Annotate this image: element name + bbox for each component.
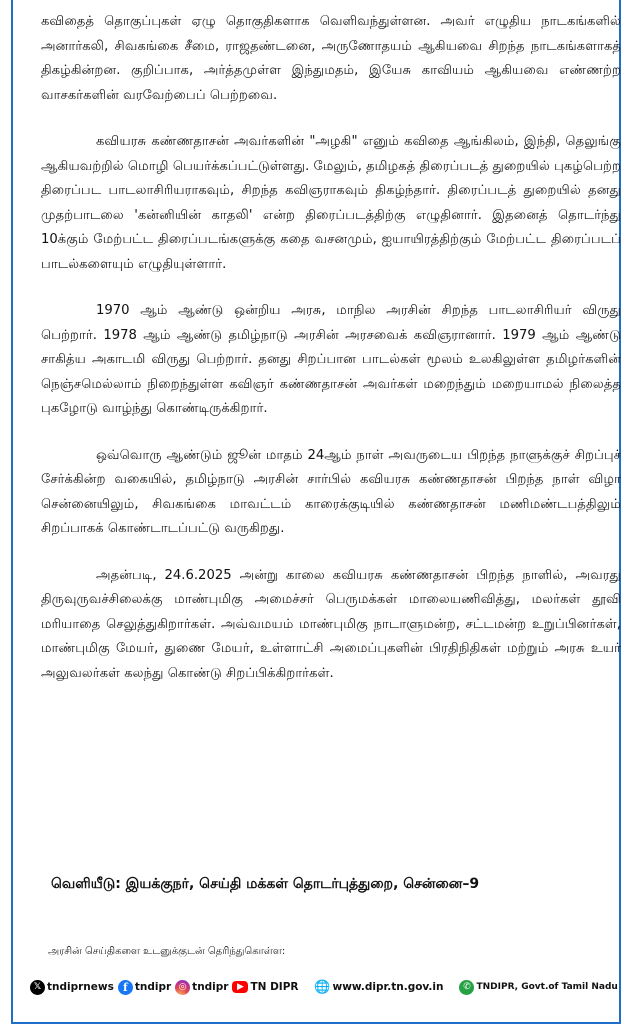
social-links-bar bbox=[30, 977, 618, 997]
youtube-handle: TN DIPR bbox=[250, 981, 299, 993]
publisher-line: வெளியீடு: இயக்குநர், செய்தி மக்கள் தொடர்புத்துறை, சென்னை–9 bbox=[51, 876, 480, 892]
instagram-handle: tndipr bbox=[192, 981, 229, 993]
facebook-link[interactable] bbox=[118, 980, 171, 995]
stay-updated-text: அரசின் செய்திகளை உடனுக்குடன் தெரிந்துகொள்ள: bbox=[48, 946, 286, 957]
press-release-body bbox=[41, 10, 621, 708]
youtube-link[interactable] bbox=[232, 981, 298, 993]
document-page bbox=[11, 0, 621, 1024]
paragraph-2: கவியரசு கண்ணதாசன் அவர்களின் "அழகி" எனும் கவிதை ஆங்கிலம், இந்தி, தெலுங்கு ஆகியவற்றில் மொழி பெயர்க்கப்பட்டுள்ளது. மேலும், தமிழகத் திரைப்படத் துறையில் புகழ்பெற்ற திரைப்பட பாடலாசிரியராகவும், சிறந்த கவிஞராகவும் திகழ்ந்தார். திரைப்படத் துறையில் தனது முதற்பாடலை 'கன்னியின் காதலி' என்ற திரைப்படத்திற்கு எழுதினார். இதனைத் தொடர்ந்து 10க்கும் மேற்பட்ட திரைப்படங்களுக்கு கதை வசனமும், ஐயாயிரத்திற்கும் மேற்பட்ட திரைப்படப் பாடல்களையும் எழுதியுள்ளார். bbox=[41, 134, 621, 272]
facebook-icon: f bbox=[118, 980, 133, 995]
whatsapp-icon: ✆ bbox=[459, 980, 474, 995]
website-link[interactable] bbox=[315, 980, 444, 995]
instagram-link[interactable] bbox=[175, 980, 228, 995]
x-link[interactable] bbox=[30, 980, 114, 995]
paragraph-1: கவிதைத் தொகுப்புகள் ஏழு தொகுதிகளாக வெளிவந்துள்ளன. அவர் எழுதிய நாடகங்களில் அனார்கலி, சிவகங்கை சீமை, ராஜதண்டனை, அருணோதயம் ஆகியவை சிறந்த நாடகங்களாகத் திகழ்கின்றன. குறிப்பாக, அர்த்தமுள்ள இந்துமதம், இயேசு காவியம் ஆகியவை எண்ணற்ற வாசகர்களின் வரவேற்பைப் பெற்றவை. bbox=[41, 14, 621, 103]
facebook-handle: tndipr bbox=[134, 981, 172, 993]
instagram-icon: ◎ bbox=[175, 980, 190, 995]
youtube-icon: ▶ bbox=[232, 981, 248, 993]
whatsapp-link[interactable] bbox=[459, 980, 617, 995]
paragraph-3: 1970 ஆம் ஆண்டு ஒன்றிய அரசு, மாநில அரசின் சிறந்த பாடலாசிரியர் விருது பெற்றார். 1978 ஆம் ஆண்டு தமிழ்நாடு அரசின் அரசவைக் கவிஞரானார். 1979 ஆம் ஆண்டு சாகித்ய அகாடமி விருது பெற்றார். தனது சிறப்பான பாடல்கள் மூலம் உலகிலுள்ள தமிழர்களின் நெஞ்சமெல்லாம் நிறைந்துள்ள கவிஞர் கண்ணதாசன் அவர்கள் மறைந்தும் மறையாமல் நிலைத்த புகழோடு வாழ்ந்து கொண்டிருக்கிறார். bbox=[41, 303, 621, 416]
x-handle: tndiprnews bbox=[47, 981, 114, 993]
x-icon: 𝕏 bbox=[30, 980, 45, 995]
paragraph-4: ஒவ்வொரு ஆண்டும் ஜூன் மாதம் 24ஆம் நாள் அவருடைய பிறந்த நாளுக்குச் சிறப்புச் சேர்க்கின்ற வகையில், தமிழ்நாடு அரசின் சார்பில் கவியரசு கண்ணதாசன் பிறந்த நாள் விழா சென்னையிலும், சிவகங்கை மாவட்டம் காரைக்குடியில் கண்ணதாசன் மணிமண்டபத்திலும் சிறப்பாகக் கொண்டாடப்பட்டு வருகிறது. bbox=[41, 447, 621, 536]
paragraph-5: அதன்படி, 24.6.2025 அன்று காலை கவியரசு கண்ணதாசன் பிறந்த நாளில், அவரது திருவுருவச்சிலைக்கு மாண்புமிகு அமைச்சர் பெருமக்கள் மாலையணிவித்து, மலர்கள் தூவி மரியாதை செலுத்துகிறார்கள். அவ்வமயம் மாண்புமிகு நாடாளுமன்ற, சட்டமன்ற உறுப்பினர்கள், மாண்புமிகு மேயர், துணை மேயர், உள்ளாட்சி அமைப்புகளின் பிரதிநிதிகள் மற்றும் அரசு உயர் அலுவலர்கள் கலந்து கொண்டு சிறப்பிக்கிறார்கள். bbox=[41, 567, 621, 681]
whatsapp-channel: TNDIPR, Govt.of Tamil Nadu bbox=[476, 982, 618, 992]
website-url: www.dipr.tn.gov.in bbox=[332, 981, 444, 993]
globe-icon: 🌐 bbox=[314, 979, 331, 995]
